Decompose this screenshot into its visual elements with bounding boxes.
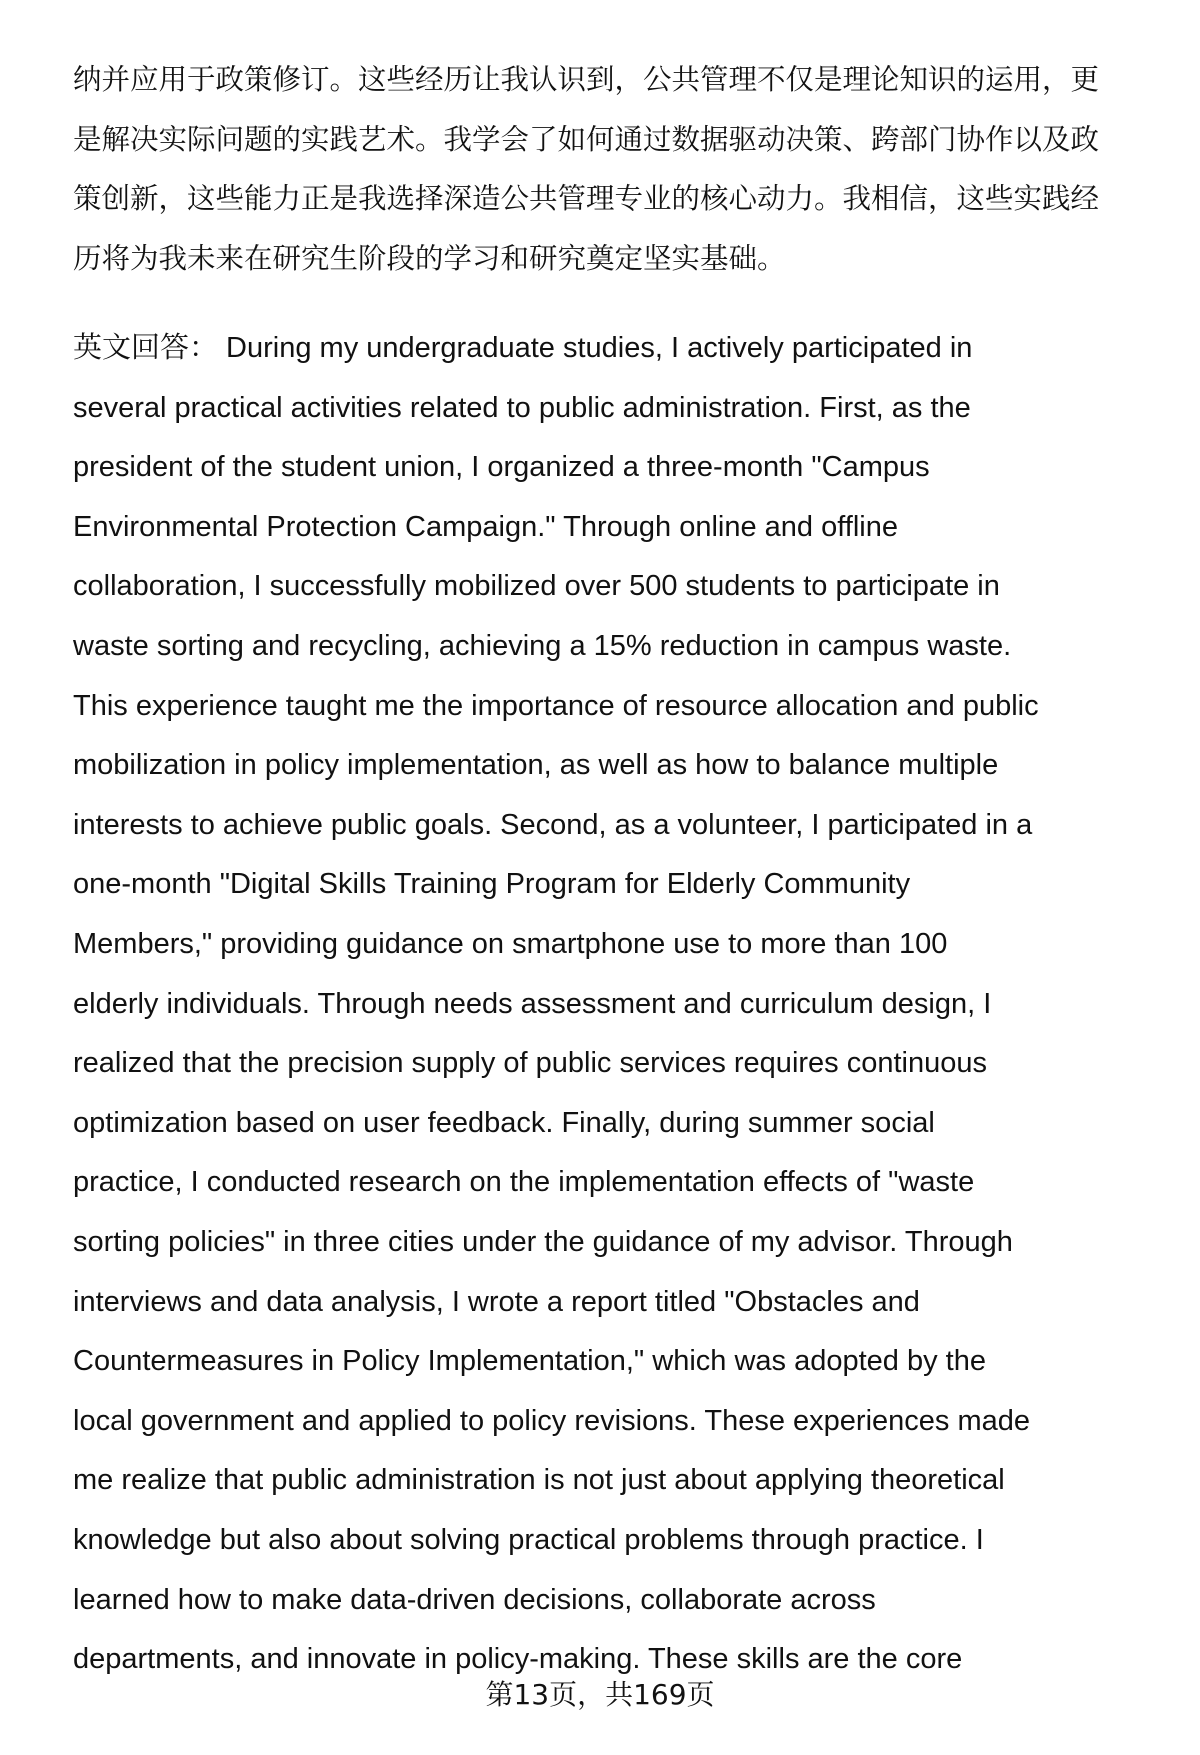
chinese-text-line: 历将为我未来在研究生阶段的学习和研究奠定坚实基础。 xyxy=(73,241,786,275)
english-text-line: practice, I conducted research on the implementation effects of "waste xyxy=(73,1166,975,1199)
chinese-text-line: 纳并应用于政策修订。这些经历让我认识到，公共管理不仅是理论知识的运用，更 xyxy=(73,63,1100,96)
page-number: 第13页，共169页 xyxy=(485,1678,715,1711)
english-text-line: learned how to make data-driven decisions, collaborate across xyxy=(73,1583,876,1616)
english-text-line: elderly individuals. Through needs assessment and curriculum design, I xyxy=(73,987,992,1020)
chinese-text-line: 是解决实际问题的实践艺术。我学会了如何通过数据驱动决策、跨部门协作以及政 xyxy=(73,122,1100,156)
chinese-text-line: 策创新，这些能力正是我选择深造公共管理专业的核心动力。我相信，这些实践经 xyxy=(73,182,1100,216)
english-text-line: me realize that public administration is not just about applying theoretical xyxy=(73,1464,1005,1497)
english-text-line: local government and applied to policy revisions. These experiences made xyxy=(73,1404,1031,1437)
english-text-line: sorting policies" in three cities under the guidance of my advisor. Through xyxy=(73,1226,1013,1258)
english-text-line: interests to achieve public goals. Second, as a volunteer, I participated in a xyxy=(73,808,1033,841)
english-text-line: realized that the precision supply of public services requires continuous xyxy=(73,1047,987,1080)
english-text-line: several practical activities related to public administration. First, as the xyxy=(73,391,971,424)
english-text-line: departments, and innovate in policy-making. These skills are the core xyxy=(73,1643,963,1676)
english-text-line: 英文回答： During my undergraduate studies, I actively participated in xyxy=(73,332,973,364)
english-text-line: one-month "Digital Skills Training Program for Elderly Community xyxy=(73,868,911,901)
english-text-line: optimization based on user feedback. Finally, during summer social xyxy=(73,1106,935,1139)
english-text-line: knowledge but also about solving practical problems through practice. I xyxy=(73,1524,984,1556)
english-text-line: mobilization in policy implementation, as well as how to balance multiple xyxy=(73,749,999,782)
english-text-line: This experience taught me the importance of resource allocation and public xyxy=(73,689,1039,722)
english-text-line: waste sorting and recycling, achieving a 15% reduction in campus waste. xyxy=(73,630,1012,662)
english-text-line: president of the student union, I organized a three-month "Campus xyxy=(73,451,930,484)
english-text-line: Environmental Protection Campaign." Through online and offline xyxy=(73,510,898,543)
english-text-line: interviews and data analysis, I wrote a report titled "Obstacles and xyxy=(73,1285,920,1318)
english-text-line: Members," providing guidance on smartphone use to more than 100 xyxy=(73,928,948,960)
english-text-line: Countermeasures in Policy Implementation," which was adopted by the xyxy=(73,1345,986,1378)
english-text-line: collaboration, I successfully mobilized over 500 students to participate in xyxy=(73,570,1000,603)
